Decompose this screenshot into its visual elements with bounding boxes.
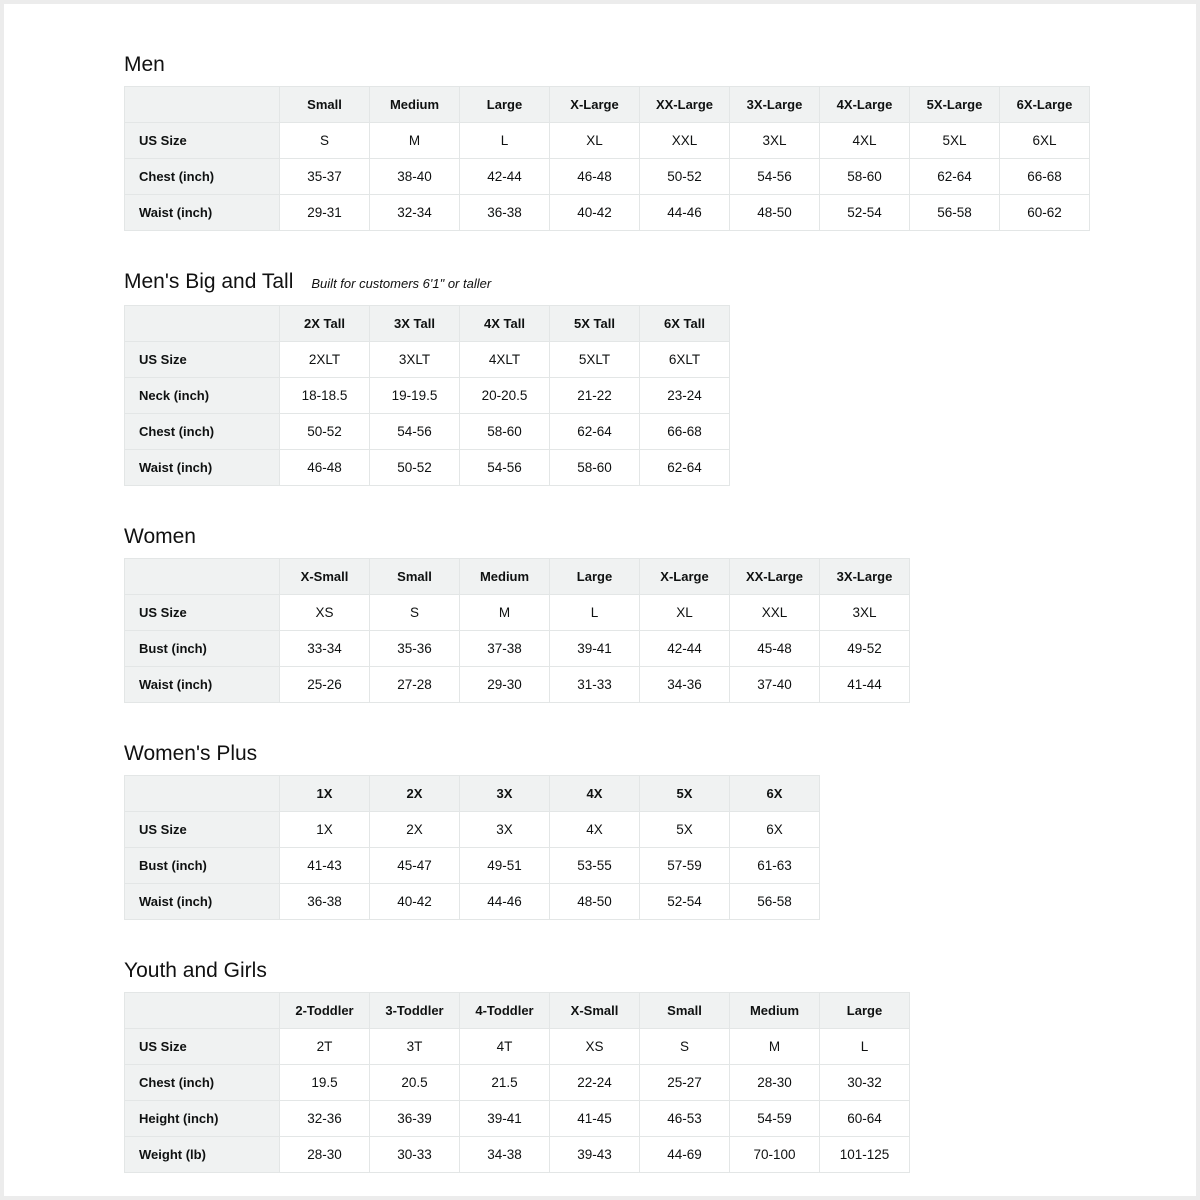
corner-cell [125,559,280,595]
table-row [125,159,1090,195]
size-cell: 19.5 [280,1065,370,1101]
size-cell: 4XLT [460,342,550,378]
size-cell: 32-34 [370,195,460,231]
corner-cell [125,306,280,342]
size-cell: 1X [280,812,370,848]
size-cell: 42-44 [460,159,550,195]
column-header: XX-Large [640,87,730,123]
size-cell: M [370,123,460,159]
column-header: 3X [460,776,550,812]
column-header: Large [820,993,910,1029]
size-cell: 54-56 [730,159,820,195]
section-subtitle: Built for customers 6'1" or taller [311,276,492,291]
size-cell: L [820,1029,910,1065]
column-header: 6X-Large [1000,87,1090,123]
size-cell: 27-28 [370,667,460,703]
size-cell: 58-60 [550,450,640,486]
size-cell: 36-39 [370,1101,460,1137]
size-cell: 49-51 [460,848,550,884]
section-title-text: Women [124,525,196,548]
size-cell: 50-52 [280,414,370,450]
row-label: Bust (inch) [125,848,280,884]
row-label: US Size [125,595,280,631]
size-cell: 35-37 [280,159,370,195]
size-cell: 6X [730,812,820,848]
size-cell: 30-33 [370,1137,460,1173]
column-header: Medium [460,559,550,595]
size-cell: 6XL [1000,123,1090,159]
column-header: 3X Tall [370,306,460,342]
size-cell: S [640,1029,730,1065]
row-label: Weight (lb) [125,1137,280,1173]
size-cell: L [550,595,640,631]
size-cell: 3T [370,1029,460,1065]
header-row [125,993,910,1029]
section-title-text: Women's Plus [124,742,258,765]
size-cell: 66-68 [1000,159,1090,195]
size-cell: 25-26 [280,667,370,703]
size-cell: 31-33 [550,667,640,703]
row-label: Chest (inch) [125,414,280,450]
table-row [125,123,1090,159]
column-header: 4-Toddler [460,993,550,1029]
column-header: 2X [370,776,460,812]
size-cell: 30-32 [820,1065,910,1101]
size-cell: 21-22 [550,378,640,414]
size-cell: 48-50 [550,884,640,920]
row-label: Waist (inch) [125,195,280,231]
column-header: 3X-Large [820,559,910,595]
section-title [124,741,1196,767]
size-cell: 61-63 [730,848,820,884]
corner-cell [125,87,280,123]
table-row [125,884,820,920]
size-cell: 41-44 [820,667,910,703]
size-cell: 56-58 [730,884,820,920]
row-label: Chest (inch) [125,159,280,195]
size-cell: 3XLT [370,342,460,378]
size-cell: 33-34 [280,631,370,667]
column-header: 5X Tall [550,306,640,342]
column-header: Small [280,87,370,123]
size-cell: 54-59 [730,1101,820,1137]
column-header: Medium [370,87,460,123]
row-label: Waist (inch) [125,884,280,920]
size-cell: 37-40 [730,667,820,703]
column-header: 4X-Large [820,87,910,123]
column-header: Medium [730,993,820,1029]
size-table-youth-and-girls [124,992,910,1173]
size-cell: 49-52 [820,631,910,667]
section-mens-big-and-tall [124,269,1196,486]
size-cell: 5XL [910,123,1000,159]
size-cell: 20.5 [370,1065,460,1101]
corner-cell [125,776,280,812]
size-cell: 56-58 [910,195,1000,231]
size-cell: 2XLT [280,342,370,378]
section-womens-plus [124,741,1196,920]
size-cell: 5XLT [550,342,640,378]
size-cell: 42-44 [640,631,730,667]
size-cell: 66-68 [640,414,730,450]
table-row [125,1029,910,1065]
column-header: Large [460,87,550,123]
size-cell: 54-56 [370,414,460,450]
size-cell: 5X [640,812,730,848]
size-cell: 2T [280,1029,370,1065]
size-cell: M [730,1029,820,1065]
size-cell: XXL [730,595,820,631]
size-cell: 3XL [730,123,820,159]
size-cell: 40-42 [550,195,640,231]
column-header: X-Small [280,559,370,595]
column-header: 2X Tall [280,306,370,342]
size-cell: 62-64 [550,414,640,450]
size-cell: 19-19.5 [370,378,460,414]
column-header: 3X-Large [730,87,820,123]
size-table-women [124,558,910,703]
header-row [125,87,1090,123]
column-header: 4X Tall [460,306,550,342]
size-cell: 37-38 [460,631,550,667]
size-cell: 25-27 [640,1065,730,1101]
column-header: 6X [730,776,820,812]
size-cell: 22-24 [550,1065,640,1101]
header-row [125,559,910,595]
size-cell: 39-43 [550,1137,640,1173]
row-label: US Size [125,342,280,378]
size-cell: 46-48 [280,450,370,486]
size-cell: 6XLT [640,342,730,378]
column-header: 5X-Large [910,87,1000,123]
column-header: X-Large [550,87,640,123]
size-cell: 54-56 [460,450,550,486]
size-cell: 60-62 [1000,195,1090,231]
section-title [124,958,1196,984]
table-row [125,450,730,486]
column-header: Large [550,559,640,595]
size-cell: 41-43 [280,848,370,884]
row-label: US Size [125,812,280,848]
size-cell: 60-64 [820,1101,910,1137]
size-cell: XXL [640,123,730,159]
row-label: Waist (inch) [125,667,280,703]
size-cell: 4X [550,812,640,848]
size-cell: 62-64 [910,159,1000,195]
size-cell: L [460,123,550,159]
size-cell: 45-47 [370,848,460,884]
size-cell: 34-36 [640,667,730,703]
size-cell: 36-38 [280,884,370,920]
section-title-text: Men [124,53,165,76]
size-cell: 46-53 [640,1101,730,1137]
column-header: 1X [280,776,370,812]
size-cell: 34-38 [460,1137,550,1173]
table-row [125,1137,910,1173]
size-cell: 35-36 [370,631,460,667]
section-title [124,52,1196,78]
size-cell: 3X [460,812,550,848]
section-youth-and-girls [124,958,1196,1173]
row-label: Height (inch) [125,1101,280,1137]
corner-cell [125,993,280,1029]
row-label: Waist (inch) [125,450,280,486]
size-cell: 39-41 [460,1101,550,1137]
column-header: Small [640,993,730,1029]
size-cell: 2X [370,812,460,848]
size-cell: 3XL [820,595,910,631]
size-cell: 58-60 [460,414,550,450]
section-title-text: Youth and Girls [124,959,267,982]
size-cell: 53-55 [550,848,640,884]
row-label: US Size [125,123,280,159]
column-header: 2-Toddler [280,993,370,1029]
row-label: US Size [125,1029,280,1065]
size-cell: 20-20.5 [460,378,550,414]
table-row [125,342,730,378]
size-cell: 39-41 [550,631,640,667]
size-cell: S [280,123,370,159]
size-cell: 44-46 [640,195,730,231]
size-cell: 101-125 [820,1137,910,1173]
size-cell: 28-30 [730,1065,820,1101]
size-cell: 21.5 [460,1065,550,1101]
section-title-text: Men's Big and Tall [124,270,294,293]
size-cell: 41-45 [550,1101,640,1137]
table-row [125,195,1090,231]
section-title [124,269,1196,297]
size-cell: 46-48 [550,159,640,195]
column-header: X-Small [550,993,640,1029]
section-title [124,524,1196,550]
size-cell: 70-100 [730,1137,820,1173]
table-row [125,1065,910,1101]
size-table-womens-plus [124,775,820,920]
column-header: 3-Toddler [370,993,460,1029]
table-row [125,631,910,667]
size-cell: 38-40 [370,159,460,195]
row-label: Bust (inch) [125,631,280,667]
table-row [125,595,910,631]
size-cell: XS [550,1029,640,1065]
size-cell: 29-31 [280,195,370,231]
size-cell: 28-30 [280,1137,370,1173]
size-cell: 58-60 [820,159,910,195]
table-row [125,848,820,884]
header-row [125,776,820,812]
size-cell: 48-50 [730,195,820,231]
column-header: XX-Large [730,559,820,595]
size-chart [124,52,1196,1173]
column-header: 4X [550,776,640,812]
size-table-mens-big-and-tall [124,305,730,486]
table-row [125,414,730,450]
table-row [125,378,730,414]
row-label: Chest (inch) [125,1065,280,1101]
size-cell: XL [640,595,730,631]
size-cell: 32-36 [280,1101,370,1137]
size-cell: 29-30 [460,667,550,703]
size-cell: 36-38 [460,195,550,231]
size-cell: 18-18.5 [280,378,370,414]
size-cell: M [460,595,550,631]
size-cell: 44-69 [640,1137,730,1173]
section-men [124,52,1196,231]
size-cell: 4T [460,1029,550,1065]
size-cell: S [370,595,460,631]
column-header: 6X Tall [640,306,730,342]
column-header: Small [370,559,460,595]
column-header: 5X [640,776,730,812]
size-cell: 52-54 [820,195,910,231]
size-cell: 44-46 [460,884,550,920]
table-row [125,667,910,703]
size-cell: 4XL [820,123,910,159]
size-cell: 50-52 [370,450,460,486]
size-cell: XS [280,595,370,631]
size-cell: 23-24 [640,378,730,414]
section-women [124,524,1196,703]
size-cell: 40-42 [370,884,460,920]
size-cell: XL [550,123,640,159]
column-header: X-Large [640,559,730,595]
size-cell: 57-59 [640,848,730,884]
size-cell: 50-52 [640,159,730,195]
header-row [125,306,730,342]
size-table-men [124,86,1090,231]
table-row [125,812,820,848]
table-row [125,1101,910,1137]
size-cell: 45-48 [730,631,820,667]
size-cell: 52-54 [640,884,730,920]
row-label: Neck (inch) [125,378,280,414]
size-cell: 62-64 [640,450,730,486]
